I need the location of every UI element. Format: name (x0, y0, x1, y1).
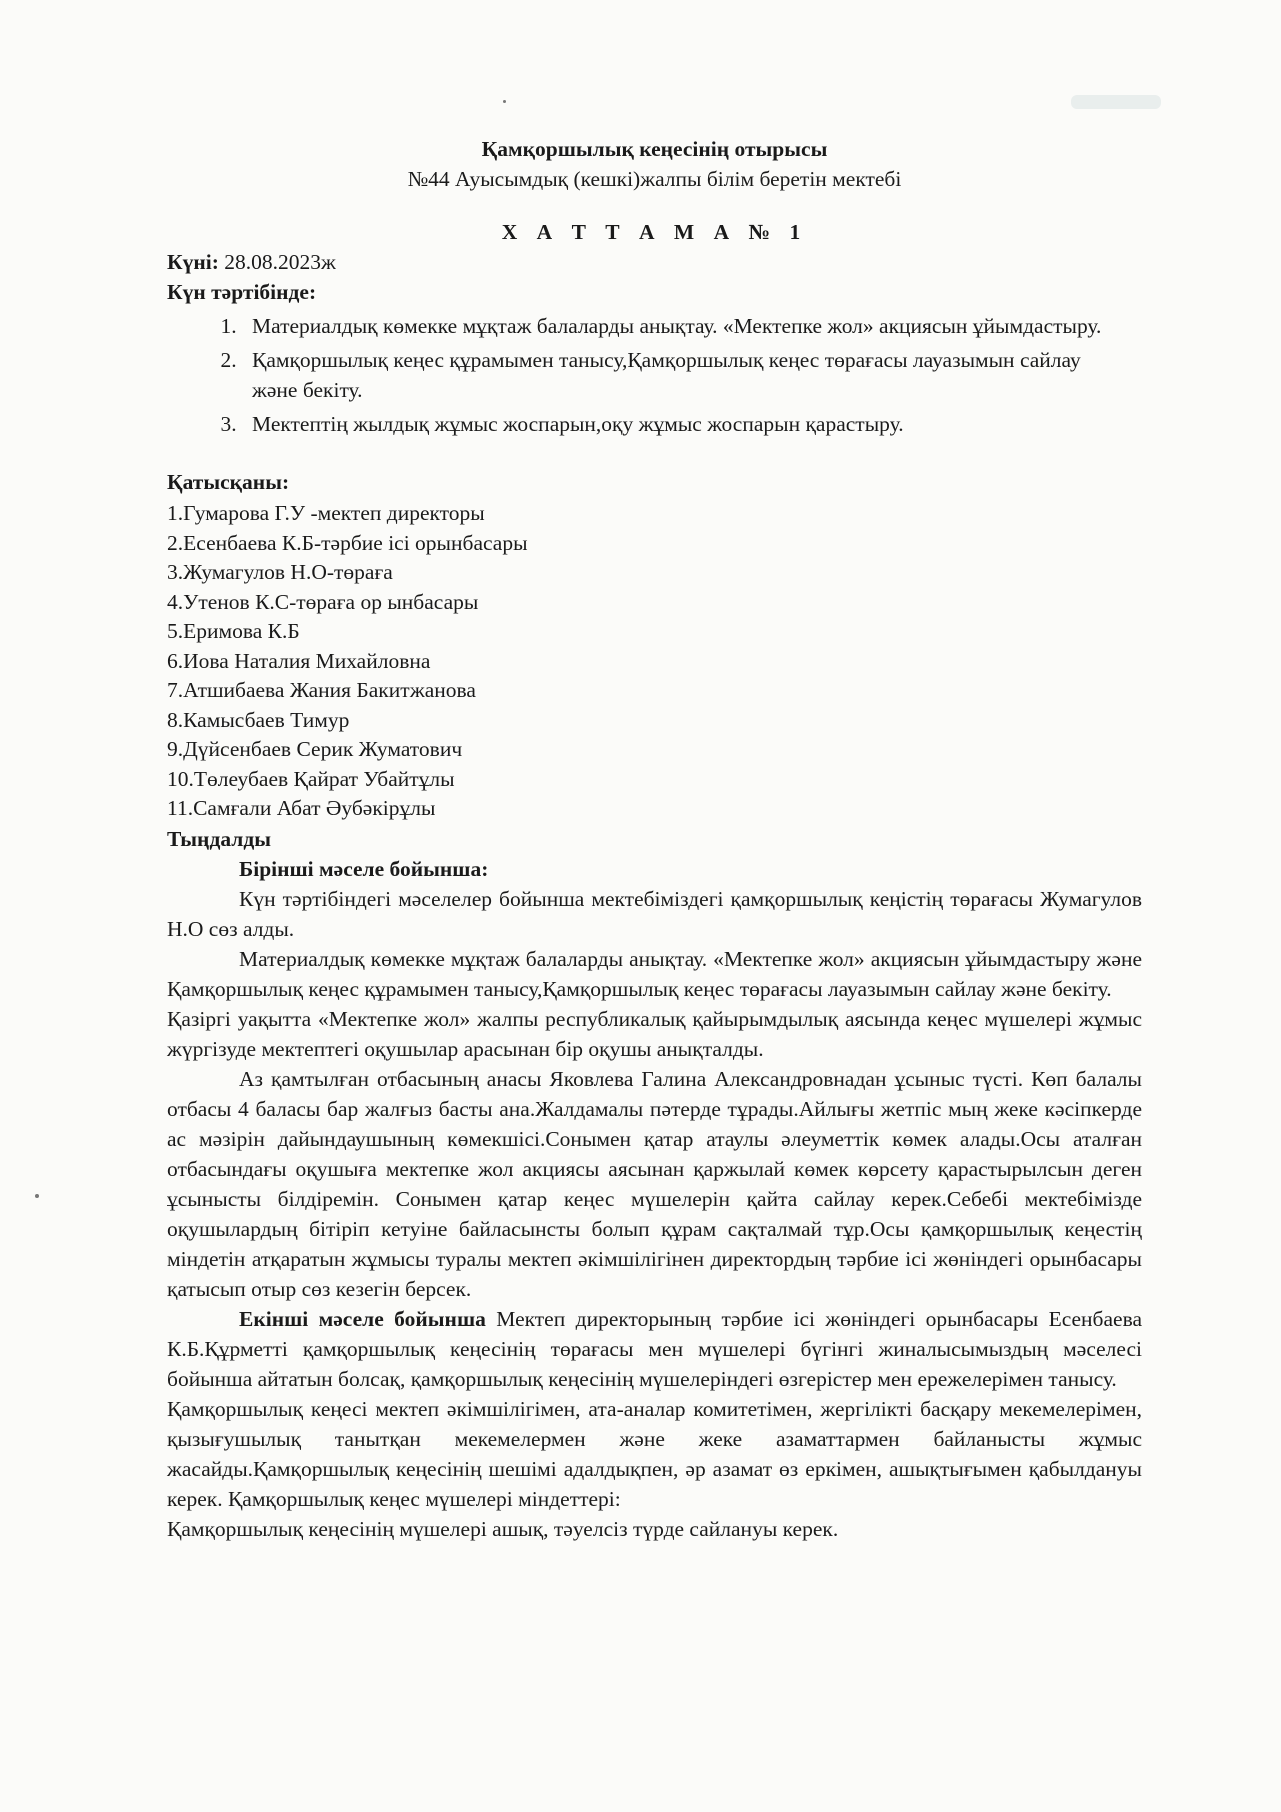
paragraph-2: Материалдық көмекке мұқтаж балаларды анықтау. «Мектепке жол» акциясын ұйымдастыру және Қамқоршылық кеңес құрамымен танысу,Қамқоршылық кеңес төрағасы лауазымын сайлау және бекіту. (167, 946, 1142, 1001)
school-name: №44 Ауысымдық (кешкі)жалпы білім беретін мектебі (407, 167, 902, 191)
date-value: 28.08.2023ж (218, 250, 336, 274)
paragraph-3: Қазіргі уақытта «Мектепке жол» жалпы республикалық қайырымдылық аясында кеңес мүшелері жұмыс жүргізуде мектептегі оқушылар арасынан бір оқушы анықталды. (167, 1006, 1142, 1061)
attendees-heading: Қатысқаны: (167, 470, 290, 494)
document-title: Қамқоршылық кеңесінің отырысы (481, 137, 828, 161)
attendee-item: 2.Есенбаева К.Б-тәрбие ісі орынбасары (167, 530, 528, 555)
attendee-item: 3.Жумагулов Н.О-төраға (167, 560, 393, 584)
agenda-heading: Күн тәртібінде: (167, 280, 317, 304)
attendees-list (167, 499, 1142, 824)
attendee-item: 5.Еримова К.Б (167, 619, 300, 643)
attendee-item: 9.Дүйсенбаев Серик Жуматович (167, 737, 463, 761)
attendee-item: 4.Утенов К.С-төраға ор ынбасары (167, 589, 479, 614)
attendee-item: 8.Камысбаев Тимур (167, 707, 350, 732)
paragraph-4: Аз қамтылған отбасының анасы Яковлева Галина Александровнадан ұсыныс түсті. Көп балалы отбасы 4 баласы бар жалғыз басты ана.Жалдамалы пәтерде тұрады.Айлығы жетпіс мың жеке кәсіпкерде ас мәзірін дайындаушының көмекшісі.Сонымен қатар атаулы әлеуметтік көмек алады.Осы аталған отбасындағы оқушыға мектепке жол акциясы аясынан қаржылай көмек көрсету қарастырылсын деген ұсынысты білдіремін. Сонымен қатар кеңес мүшелерін қайта сайлау керек.Себебі мектебімізде оқушылардың бітіріп кетуіне байласынсты болып құрам сақталмай тұр.Осы қамқоршылық кеңестің міндетін атқаратын жұмысы туралы мектеп әкімшілігінен директордың тәрбие ісі жөніндегі орынбасары қатысып отыр сөз кезегін берсек. (167, 1066, 1142, 1301)
paragraph-6: Қамқоршылық кеңесі мектеп әкімшілігімен, ата-аналар комитетімен, жергілікті басқару мекемелерімен, қызығушылық танытқан мекемелермен және жеке азаматтармен байланысты жұмыс жасайды.Қамқоршылық кеңесінің шешімі адалдықпен, әр азамат өз еркімен, ашықтығымен қабылдануы керек. Қамқоршылық кеңес мүшелері міндеттері: (167, 1396, 1142, 1511)
scan-speck (503, 100, 506, 103)
paragraph-1: Күн тәртібіндегі мәселелер бойынша мектебіміздегі қамқоршылық кеңістің төрағасы Жумагулов Н.О сөз алды. (167, 886, 1142, 941)
protocol-heading: Х А Т Т А М А № 1 (501, 220, 808, 244)
agenda-item: 2. Қамқоршылық кеңес құрамымен танысу,Қамқоршылық кеңес төрағасы лауазымын сайлау және бекіту. (242, 345, 1122, 405)
scan-speck (35, 1194, 39, 1198)
attendee-item: 7.Атшибаева Жания Бакитжанова (167, 678, 476, 702)
first-issue-heading: Бірінші мәселе бойынша: (239, 856, 489, 881)
second-issue-heading: Екінші мәселе бойынша (239, 1306, 486, 1331)
attendee-item: 11.Самғали Абат Әубәкірұлы (167, 796, 436, 820)
paragraph-5-text: Мектеп директорының тәрбие ісі жөніндегі орынбасары Есенбаева К.Б.Құрметті қамқоршылық кеңесінің төрағасы мен мүшелері бүгінгі жиналысымыздың мәселесі бойынша айтатын болсақ, қамқоршылық кеңесінің мүшелеріндегі өзгерістер мен ережелерімен танысу. (167, 1306, 1142, 1391)
listened-heading: Тыңдалды (167, 826, 271, 851)
document-body (167, 134, 1142, 1544)
agenda-list (167, 311, 1122, 439)
paragraph-7: Қамқоршылық кеңесінің мүшелері ашық, тәуелсіз түрде сайлануы керек. (167, 1516, 839, 1541)
agenda-item: 3. Мектептің жылдық жұмыс жоспарын,оқу жұмыс жоспарын қарастыру. (242, 409, 1122, 439)
attendee-item: 1.Гумарова Г.У -мектеп директоры (167, 501, 485, 525)
paragraph-5 (167, 1304, 1142, 1394)
date-label: Күні: (167, 250, 219, 274)
agenda-item: 1. Материалдық көмекке мұқтаж балаларды анықтау. «Мектепке жол» акциясын ұйымдастыру. (242, 311, 1122, 341)
faint-mark (1071, 95, 1161, 109)
attendee-item: 10.Төлеубаев Қайрат Убайтұлы (167, 766, 455, 791)
attendee-item: 6.Иова Наталия Михайловна (167, 648, 431, 673)
date-row (167, 247, 1142, 277)
